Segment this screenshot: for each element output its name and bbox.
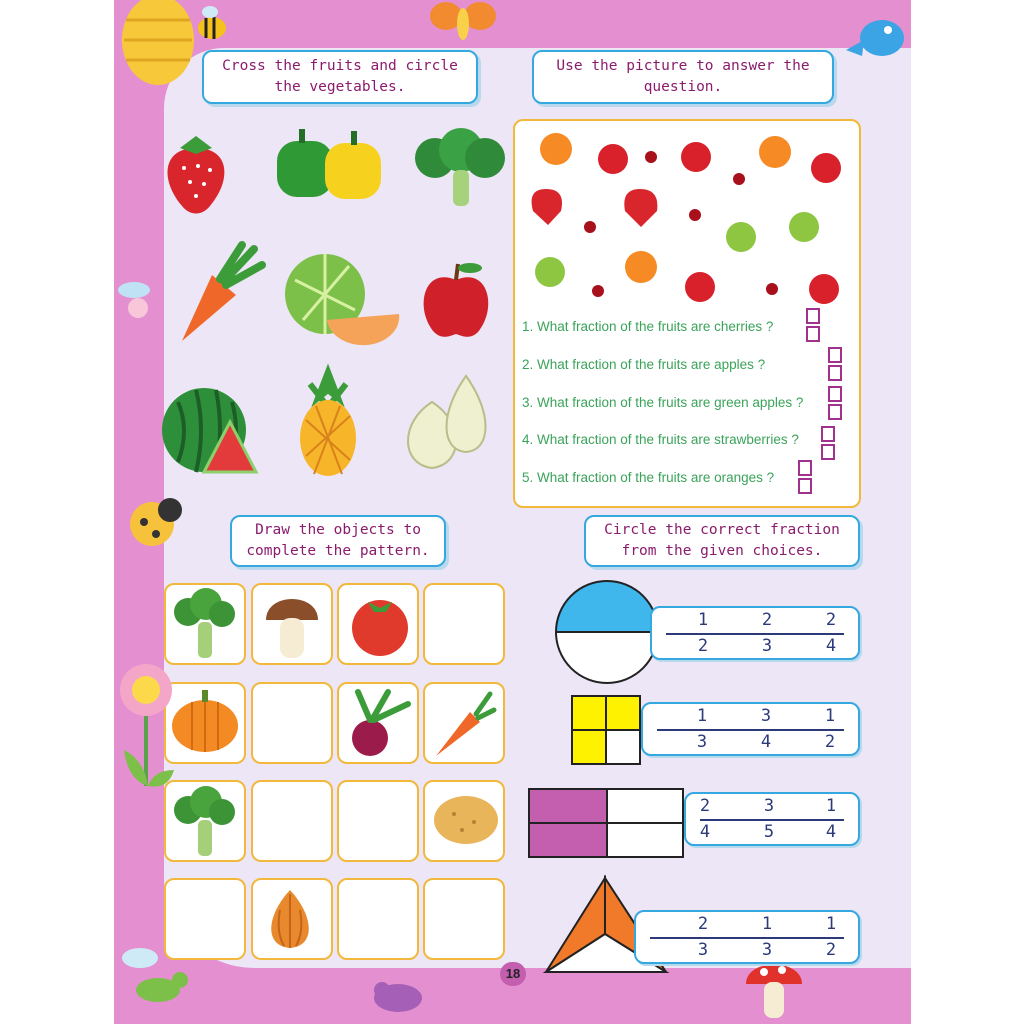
mushroom-icon — [742, 958, 806, 1024]
apple-icon — [685, 272, 715, 302]
choice-denominator[interactable]: 3 — [761, 636, 773, 656]
question-1: 1. What fraction of the fruits are cherries ? — [522, 319, 774, 334]
cherry-icon — [584, 221, 596, 233]
half-shaded-circle — [554, 580, 660, 686]
fraction-choices-4 — [634, 910, 860, 964]
dragonfly-icon — [114, 270, 174, 340]
apple-icon[interactable] — [418, 258, 494, 340]
quarter-squares-shape — [570, 694, 644, 768]
strawberry-icon[interactable] — [160, 130, 232, 216]
heading-circle-fraction — [584, 515, 860, 567]
question-3: 3. What fraction of the fruits are green apples ? — [522, 395, 804, 410]
flower-icon — [114, 660, 184, 800]
cherry-icon — [766, 283, 778, 295]
choice-numerator[interactable]: 1 — [824, 706, 836, 726]
pineapple-icon[interactable] — [296, 370, 360, 478]
heading-cross-fruits — [202, 50, 478, 104]
broccoli-icon — [172, 588, 238, 660]
heading-use-picture — [532, 50, 834, 104]
question-5: 5. What fraction of the fruits are oranges ? — [522, 470, 775, 485]
butterfly-icon — [428, 0, 498, 48]
green-apple-icon — [535, 257, 565, 287]
choice-numerator[interactable]: 1 — [697, 610, 709, 630]
fruit-picture — [513, 119, 861, 319]
watermelon-icon[interactable] — [160, 382, 256, 478]
choice-numerator[interactable]: 3 — [760, 706, 772, 726]
choice-numerator[interactable]: 2 — [697, 914, 709, 934]
cherry-icon — [645, 151, 657, 163]
carrot-icon[interactable] — [162, 235, 268, 347]
potato-icon — [432, 792, 500, 848]
orange-icon — [759, 136, 791, 168]
question-4: 4. What fraction of the fruits are strawberries ? — [522, 432, 799, 447]
page-number — [500, 962, 526, 986]
choice-denominator[interactable]: 5 — [763, 822, 775, 842]
choice-numerator[interactable]: 3 — [763, 796, 775, 816]
bell-peppers-icon[interactable] — [275, 125, 387, 201]
choice-numerator[interactable]: 1 — [825, 914, 837, 934]
choice-denominator[interactable]: 4 — [760, 732, 772, 752]
apple-icon — [811, 153, 841, 183]
ladybug-icon — [126, 492, 184, 550]
mushroom-icon — [262, 590, 322, 660]
broccoli-icon[interactable] — [413, 128, 507, 210]
choice-numerator[interactable]: 2 — [825, 610, 837, 630]
pattern-cell-empty[interactable] — [423, 878, 505, 960]
onion-icon — [266, 886, 314, 952]
choice-denominator[interactable]: 2 — [825, 940, 837, 960]
page-number-text: 18 — [505, 966, 521, 981]
choice-numerator[interactable]: 1 — [761, 914, 773, 934]
bird-icon — [842, 0, 912, 66]
heading-draw-pattern — [230, 515, 446, 567]
tomato-icon — [346, 592, 414, 656]
cherry-icon — [592, 285, 604, 297]
orange-icon — [540, 133, 572, 165]
pattern-cell-empty[interactable] — [337, 780, 419, 862]
green-apple-icon — [726, 222, 756, 252]
grasshopper-icon — [118, 936, 198, 1016]
choice-numerator[interactable]: 1 — [696, 706, 708, 726]
pattern-cell-empty[interactable] — [423, 583, 505, 665]
choice-denominator[interactable]: 3 — [761, 940, 773, 960]
apple-icon — [681, 142, 711, 172]
bird-icon — [364, 968, 434, 1024]
choice-denominator[interactable]: 4 — [825, 822, 837, 842]
melon-icon[interactable] — [283, 240, 403, 338]
bee-icon — [190, 2, 234, 46]
fraction-choices-2 — [641, 702, 860, 756]
pattern-cell-empty[interactable] — [251, 682, 333, 764]
fraction-choices-3 — [684, 792, 860, 846]
cherry-icon — [733, 173, 745, 185]
heading-circle-fraction-text: Circle the correct fraction from the given choices. — [604, 522, 840, 559]
answer-box-5[interactable] — [798, 460, 812, 496]
choice-denominator[interactable]: 4 — [825, 636, 837, 656]
answer-box-1[interactable] — [806, 308, 820, 344]
answer-box-4[interactable] — [821, 426, 835, 462]
beetroot-icon — [348, 686, 414, 760]
apple-icon — [809, 274, 839, 304]
carrot-icon — [432, 688, 496, 758]
heading-use-picture-text: Use the picture to answer the question. — [556, 58, 810, 95]
beehive-icon — [120, 0, 200, 90]
apple-icon — [598, 144, 628, 174]
choice-denominator[interactable]: 3 — [696, 732, 708, 752]
choice-denominator[interactable]: 2 — [824, 732, 836, 752]
answer-box-3[interactable] — [828, 386, 842, 422]
choice-numerator[interactable]: 1 — [825, 796, 837, 816]
heading-draw-pattern-text: Draw the objects to complete the pattern. — [246, 522, 430, 559]
answer-box-2[interactable] — [828, 347, 842, 383]
garlic-icon[interactable] — [396, 372, 500, 472]
fraction-choices-1 — [650, 606, 860, 660]
orange-icon — [625, 251, 657, 283]
question-2: 2. What fraction of the fruits are apples ? — [522, 357, 766, 372]
rectangle-quarters-shape — [527, 787, 687, 859]
pattern-cell-empty[interactable] — [337, 878, 419, 960]
strawberry-icon — [532, 189, 562, 225]
pattern-cell-empty[interactable] — [251, 780, 333, 862]
heading-cross-fruits-text: Cross the fruits and circle the vegetables. — [222, 58, 458, 95]
choice-denominator[interactable]: 3 — [697, 940, 709, 960]
choice-numerator[interactable]: 2 — [761, 610, 773, 630]
choice-numerator[interactable]: 2 — [699, 796, 711, 816]
cherry-icon — [689, 209, 701, 221]
choice-denominator[interactable]: 4 — [699, 822, 711, 842]
green-apple-icon — [789, 212, 819, 242]
choice-denominator[interactable]: 2 — [697, 636, 709, 656]
strawberry-icon — [624, 189, 657, 227]
